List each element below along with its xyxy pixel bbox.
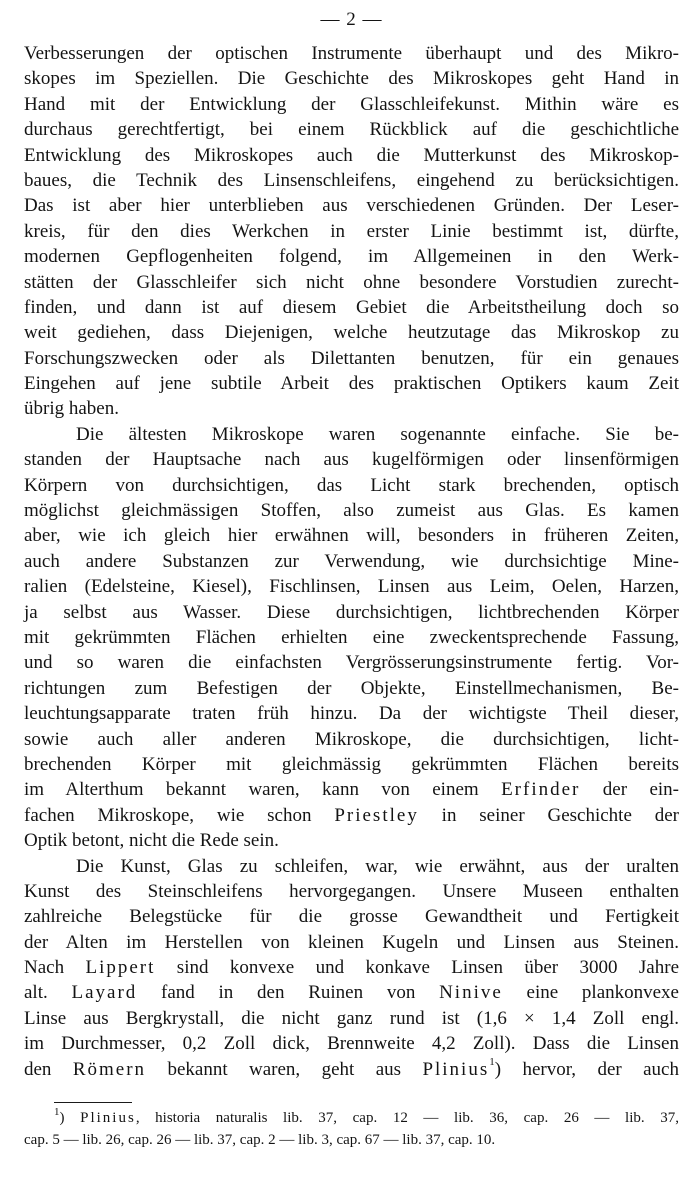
text-line: Hand mit der Entwicklung der Glasschleifekunst. Mithin wäre es (24, 93, 679, 115)
text-line (24, 980, 679, 1005)
text-line: modernen Gepflogenheiten folgend, im Allgemeinen in den Werk- (24, 246, 679, 268)
text-line: Eingehen auf jene subtile Arbeit des praktischen Optikers kaum Zeit (24, 373, 679, 395)
footnote-line: cap. 5 — lib. 26, cap. 26 — lib. 37, cap. 2 — lib. 3, cap. 67 — lib. 37, cap. 10. (24, 1132, 496, 1148)
text-line: Optik betont, nicht die Rede sein. (24, 830, 279, 852)
text-line: und so waren die einfachsten Vergrösserungsinstrumente fertig. Vor- (24, 652, 679, 674)
text-line: Linse aus Bergkrystall, die nicht ganz rund ist (1,6 × 1,4 Zoll engl. (24, 1007, 679, 1029)
text-line: richtungen zum Befestigen der Objekte, Einstellmechanismen, Be- (24, 677, 679, 699)
footnote-reference[interactable]: 1 (489, 1055, 495, 1068)
author-name: Plinius (80, 1110, 136, 1126)
text-segment: , historia naturalis lib. 37, cap. 12 — lib. 36, cap. 26 — lib. 37, (135, 1110, 680, 1126)
paragraph-1 (24, 41, 679, 422)
text-line: ralien (Edelsteine, Kiesel), Fischlinsen, Linsen aus Leim, Oelen, Harzen, (24, 576, 679, 598)
text-line: baues, die Technik des Linsenschleifens, eingehend zu berücksichtigen. (24, 169, 679, 191)
text-segment: der ein- (580, 779, 679, 801)
text-line: Die ältesten Mikroskope waren sogenannte einfache. Sie be- (76, 423, 679, 445)
text-line: mit gekrümmten Flächen erhielten eine zweckentsprechende Fassung, (24, 626, 679, 648)
text-line: zahlreiche Belegstücke für die grosse Gewandtheit und Fertigkeit (24, 906, 679, 928)
text-line: Entwicklung des Mikroskopes auch die Mutterkunst des Mikroskop- (24, 144, 679, 166)
text-line: ja selbst aus Wasser. Diese durchsichtigen, lichtbrechenden Körper (24, 601, 679, 623)
text-segment: fand in den Ruinen von (137, 982, 440, 1004)
text-line: sowie auch aller anderen Mikroskope, die durchsichtigen, licht- (24, 728, 679, 750)
text-line (24, 1057, 679, 1082)
text-segment: sind konvexe und konkave Linsen über 3000 Jahre (155, 957, 679, 979)
text-line: Forschungszwecken oder als Dilettanten benutzen, für ein genaues (24, 347, 679, 369)
text-segment: Nach (24, 957, 86, 979)
footnote-mark: 1 (54, 1106, 60, 1118)
text-segment: in seiner Geschichte der (418, 804, 679, 826)
text-line (24, 777, 679, 802)
text-line: kreis, für den dies Werkchen in erster Linie bestimmt ist, dürfte, (24, 220, 679, 242)
text-line: im Durchmesser, 0,2 Zoll dick, Brennweite 4,2 Zoll). Dass die Linsen (24, 1033, 679, 1055)
text-line: skopes im Speziellen. Die Geschichte des Mikroskopes geht Hand in (24, 68, 679, 90)
emphasized-word: Erfinder (501, 779, 581, 801)
text-line: aber, wie ich gleich hier erwähnen will, besonders in früheren Zeiten, (24, 525, 679, 547)
body-text (24, 41, 679, 1082)
text-line: der Alten im Herstellen von kleinen Kugeln und Linsen aus Steinen. (24, 931, 679, 953)
text-line: weit gediehen, dass Diejenigen, welche heutzutage das Mikroskop zu (24, 322, 679, 344)
text-line (24, 955, 679, 980)
text-segment: den (24, 1058, 73, 1080)
text-segment: bekannt waren, geht aus (146, 1058, 423, 1080)
text-segment: alt. (24, 982, 72, 1004)
text-line: auch andere Substanzen zur Verwendung, wie durchsichtige Mine- (24, 550, 679, 572)
text-line: durchaus gerechtfertigt, bei einem Rückblick auf die geschichtliche (24, 119, 679, 141)
text-line: leuchtungsapparate traten früh hinzu. Da der wichtigste Theil dieser, (24, 703, 679, 725)
text-segment: eine plankonvexe (502, 982, 679, 1004)
footnote-line: $^1$) Plinius, historia naturalis lib. 37, cap. 12 — lib. 36, cap. 26 — lib. 37, (54, 1106, 680, 1126)
text-line: Das ist aber hier unterblieben aus verschiedenen Gründen. Der Leser- (24, 195, 679, 217)
author-name: Layard (71, 982, 138, 1004)
text-line: stätten der Glasschleifer sich nicht ohne besondere Vorstudien zurecht- (24, 271, 679, 293)
paragraph-3 (24, 854, 679, 1083)
text-line: Verbesserungen der optischen Instrumente überhaupt und des Mikro- (24, 43, 679, 64)
text-line: standen der Hauptsache nach aus kugelförmigen oder linsenförmigen (24, 449, 679, 471)
text-segment: fachen Mikroskope, wie schon (24, 804, 335, 826)
text-segment: ) hervor, der auch (494, 1058, 679, 1080)
place-name: Ninive (439, 982, 503, 1004)
author-name: Plinius (422, 1058, 490, 1080)
emphasized-word: Römern (72, 1058, 147, 1080)
text-line: brechenden Körper mit gleichmässig gekrümmten Flächen bereits (24, 753, 679, 775)
book-page (24, 0, 679, 1200)
text-line: übrig haben. (24, 398, 119, 420)
text-segment: im Alterthum bekannt waren, kann von einem (24, 779, 502, 801)
text-line (24, 803, 679, 828)
author-name: Lippert (85, 957, 156, 979)
text-line: Körpern von durchsichtigen, das Licht stark brechenden, optisch (24, 474, 679, 496)
footnotes (24, 1107, 679, 1151)
text-line: möglichst gleichmässigen Stoffen, also zumeist aus Glas. Es kamen (24, 500, 679, 522)
text-line: Die Kunst, Glas zu schleifen, war, wie erwähnt, aus der uralten (76, 855, 679, 877)
footnote-divider (54, 1102, 132, 1103)
text-line: finden, und dann ist auf diesem Gebiet die Arbeitstheilung doch so (24, 296, 679, 318)
paragraph-2 (24, 422, 679, 854)
page-number: — 2 — (320, 9, 383, 30)
author-name: Priestley (334, 804, 419, 826)
text-line: Kunst des Steinschleifens hervorgegangen. Unsere Museen enthalten (24, 880, 679, 902)
